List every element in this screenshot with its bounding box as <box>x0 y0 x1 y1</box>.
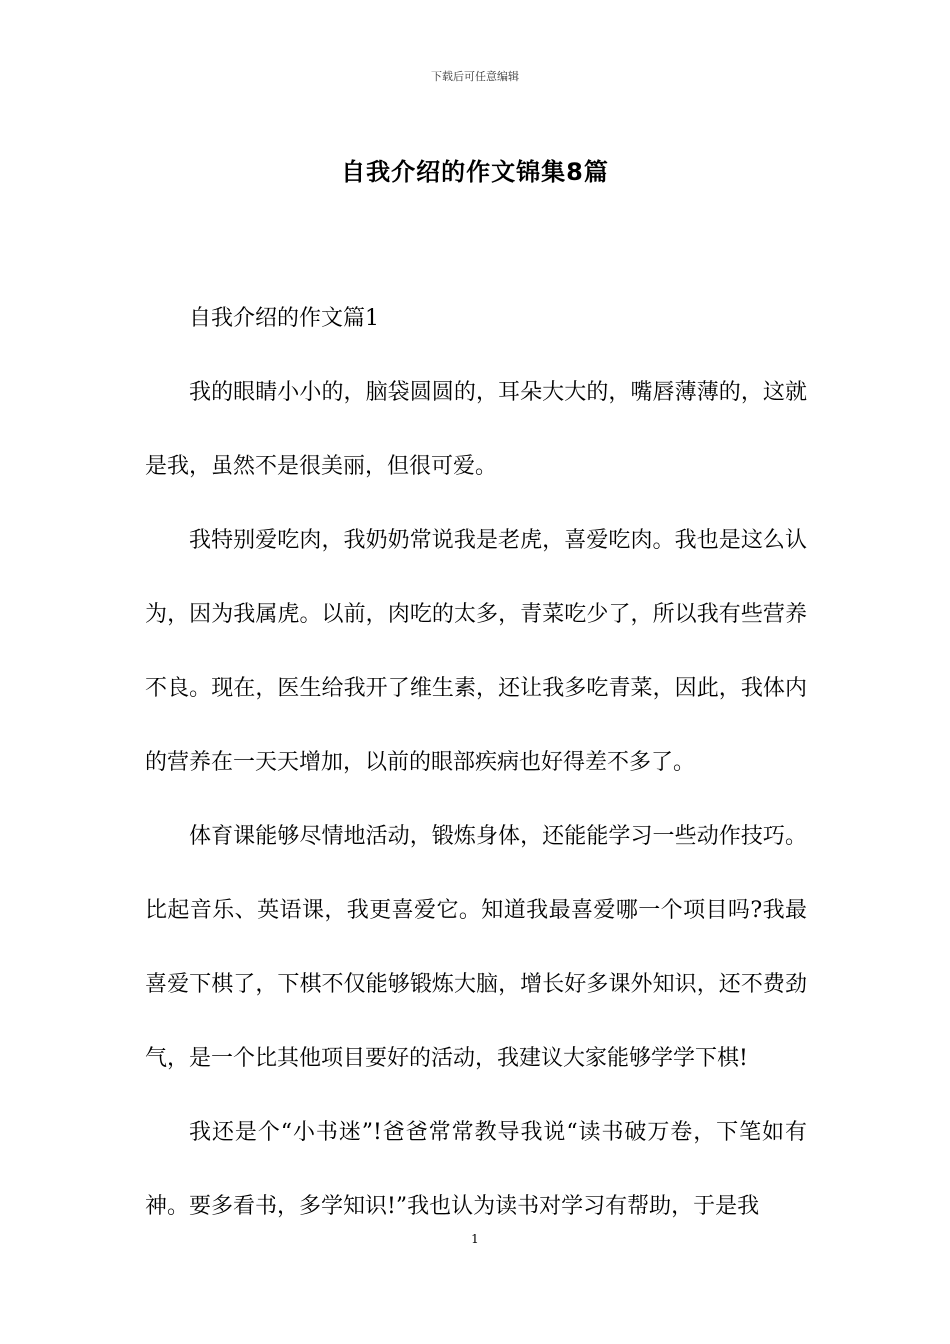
document-title: 自我介绍的作文锦集8篇 <box>341 158 609 186</box>
paragraph: 我还是个“小书迷”!爸爸常常教导我说“读书破万卷，下笔如有神。要多看书，多学知识!”我也认为读书对学习有帮助，于是我 <box>145 1120 807 1219</box>
paragraph: 我特别爱吃肉，我奶奶常说我是老虎，喜爱吃肉。我也是这么认为，因为我属虎。以前，肉吃的太多，青菜吃少了，所以我有些营养不良。现在，医生给我开了维生素，还让我多吃青菜，因此，我体内的营养在一天天增加，以前的眼部疾病也好得差不多了。 <box>145 528 807 775</box>
header-note: 下载后可任意编辑 <box>431 70 519 83</box>
page-number: 1 <box>471 1232 479 1246</box>
section-heading: 自我介绍的作文篇1 <box>189 306 379 331</box>
document-body <box>145 282 807 1244</box>
paragraph: 我的眼睛小小的，脑袋圆圆的，耳朵大大的，嘴唇薄薄的，这就是我，虽然不是很美丽，但很可爱。 <box>145 380 807 479</box>
paragraph: 体育课能够尽情地活动，锻炼身体，还能能学习一些动作技巧。比起音乐、英语课，我更喜爱它。知道我最喜爱哪一个项目吗?我最喜爱下棋了，下棋不仅能够锻炼大脑，增长好多课外知识，还不费劲气，是一个比其他项目要好的活动，我建议大家能够学学下棋! <box>145 824 807 1071</box>
